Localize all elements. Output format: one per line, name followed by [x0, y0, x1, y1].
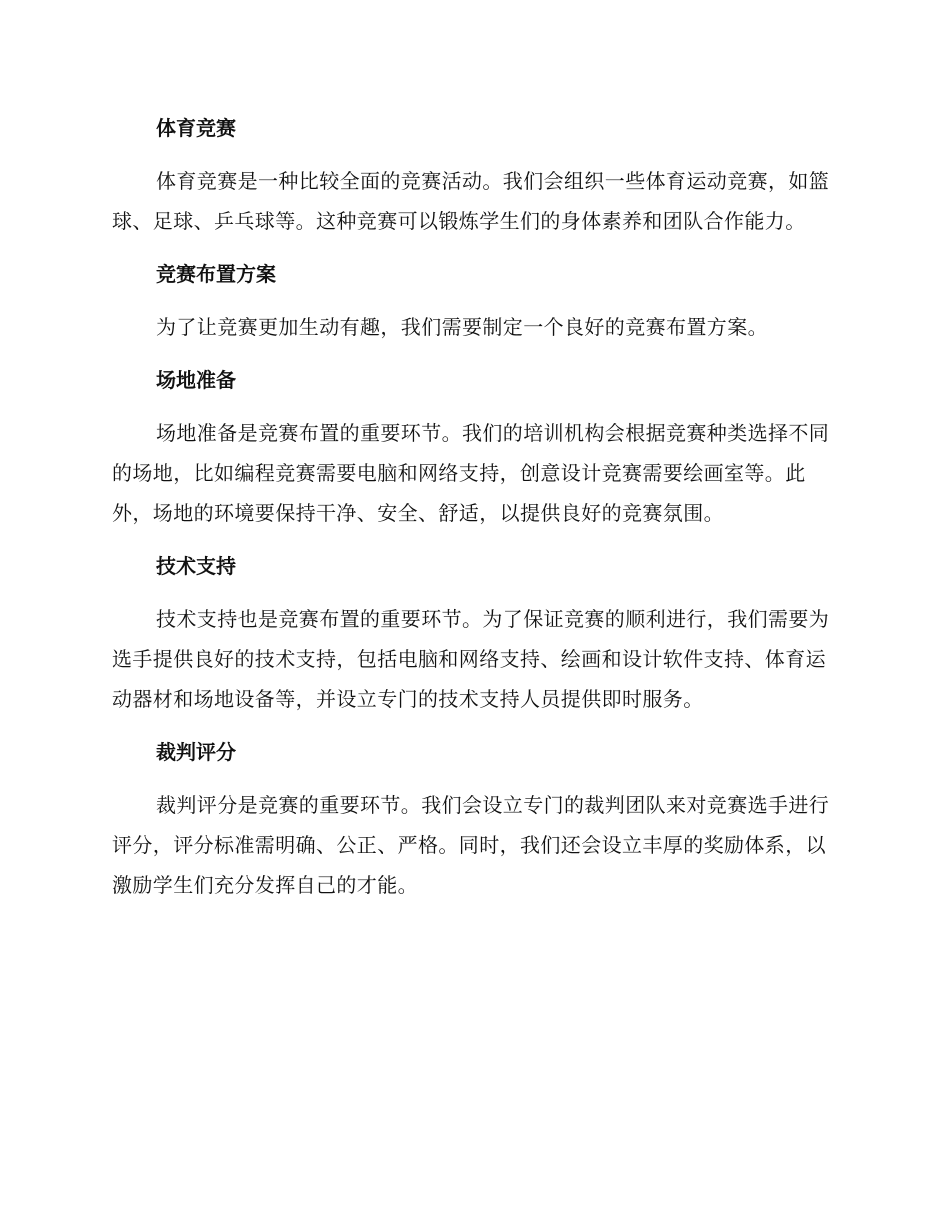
section-paragraph-technical-support: 技术支持也是竞赛布置的重要环节。为了保证竞赛的顺利进行，我们需要为选手提供良好的技术支持，包括电脑和网络支持、绘画和设计软件支持、体育运动器材和场地设备等，并设立专门的技术支持人员提供即时服务。	[112, 607, 830, 711]
section-paragraph-judging-scoring: 裁判评分是竞赛的重要环节。我们会设立专门的裁判团队来对竞赛选手进行评分，评分标准需明确、公正、严格。同时，我们还会设立丰厚的奖励体系，以激励学生们充分发挥自己的才能。	[112, 793, 830, 897]
document-body	[112, 108, 832, 905]
section-paragraph-sports-competition: 体育竞赛是一种比较全面的竞赛活动。我们会组织一些体育运动竞赛，如篮球、足球、乒乓球等。这种竞赛可以锻炼学生们的身体素养和团队合作能力。	[112, 169, 830, 233]
section-heading-judging-scoring: 裁判评分	[156, 740, 236, 764]
section-heading-competition-layout-plan: 竞赛布置方案	[156, 262, 276, 286]
section-heading-technical-support: 技术支持	[156, 554, 236, 578]
section-heading-venue-preparation: 场地准备	[156, 368, 236, 392]
section-paragraph-competition-layout-plan: 为了让竞赛更加生动有趣，我们需要制定一个良好的竞赛布置方案。	[156, 315, 768, 339]
section-heading-sports-competition: 体育竞赛	[156, 116, 236, 140]
section-paragraph-venue-preparation: 场地准备是竞赛布置的重要环节。我们的培训机构会根据竞赛种类选择不同的场地，比如编程竞赛需要电脑和网络支持，创意设计竞赛需要绘画室等。此外，场地的环境要保持干净、安全、舒适，以提供良好的竞赛氛围。	[112, 421, 830, 525]
